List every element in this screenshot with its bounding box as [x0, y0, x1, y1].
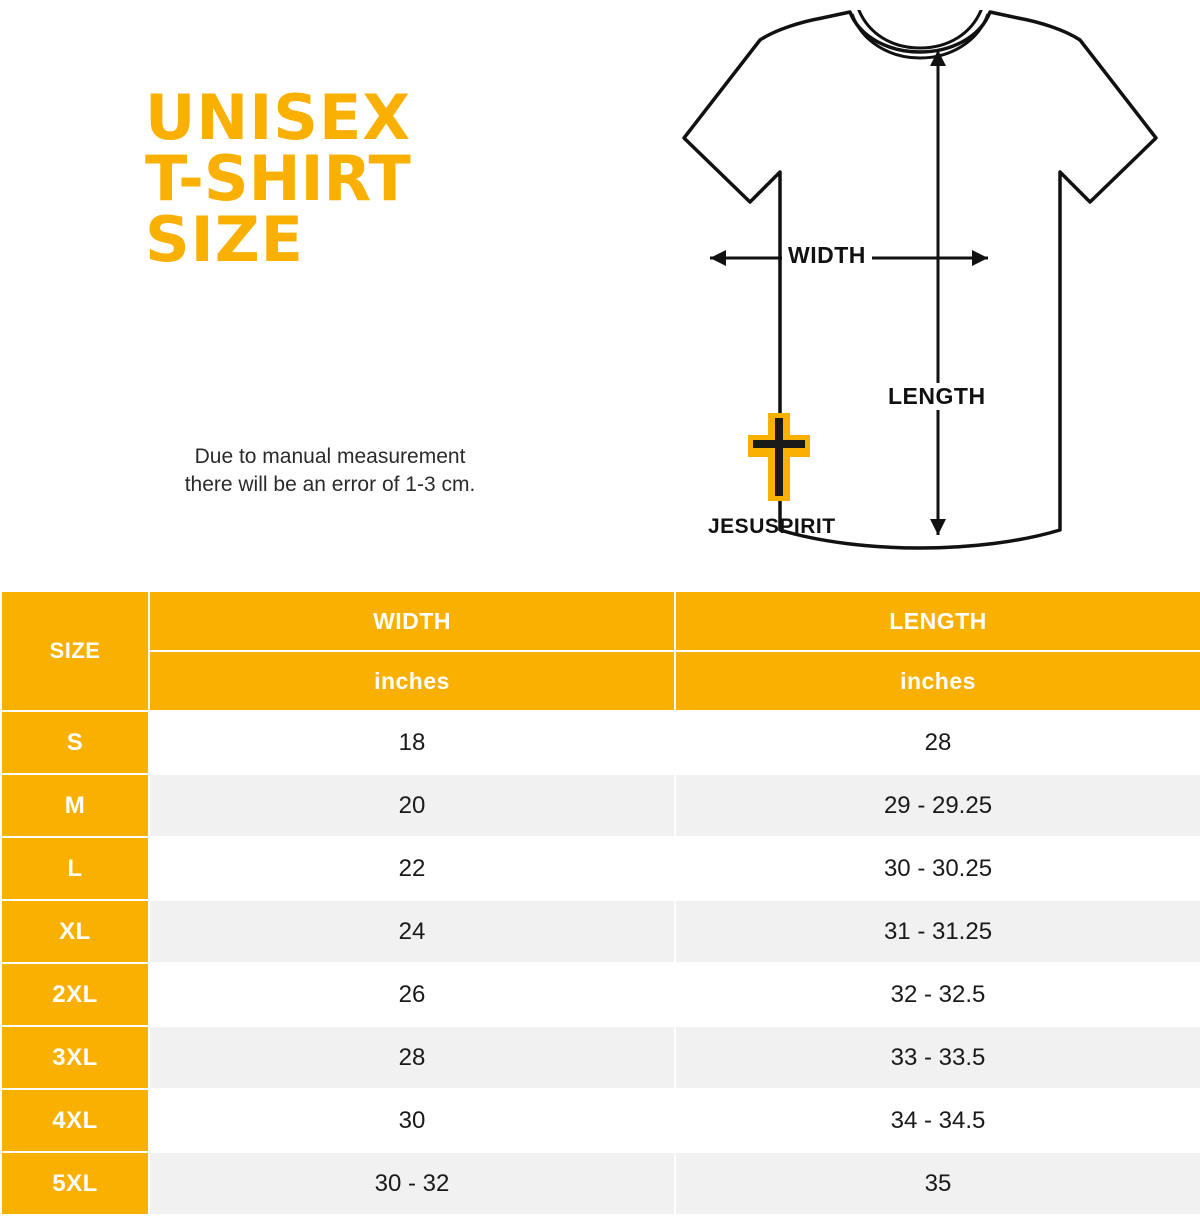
row-width-xl: 24	[149, 900, 675, 963]
title-line-3: SIZE	[145, 202, 305, 276]
size-chart-table	[0, 590, 1200, 1216]
row-width-m: 20	[149, 774, 675, 837]
tshirt-diagram	[560, 10, 1160, 580]
tshirt-illustration	[560, 10, 1160, 580]
measurement-note-line-1: Due to manual measurement	[194, 445, 466, 468]
table-row	[1, 1152, 1200, 1215]
row-size-m: M	[1, 774, 149, 837]
row-width-5xl: 30 - 32	[149, 1152, 675, 1215]
row-width-3xl: 28	[149, 1026, 675, 1089]
table-row	[1, 837, 1200, 900]
column-unit-length: inches	[675, 651, 1200, 711]
row-size-2xl: 2XL	[1, 963, 149, 1026]
measurement-note-line-2: there will be an error of 1-3 cm.	[184, 473, 476, 497]
row-size-4xl: 4XL	[1, 1089, 149, 1152]
row-width-s: 18	[149, 711, 675, 774]
column-header-width: WIDTH	[149, 591, 675, 651]
length-dimension-label: LENGTH	[882, 383, 992, 410]
page-title	[145, 81, 565, 276]
row-length-m: 29 - 29.25	[675, 774, 1200, 837]
row-length-l: 30 - 30.25	[675, 837, 1200, 900]
row-width-4xl: 30	[149, 1089, 675, 1152]
table-row	[1, 1026, 1200, 1089]
table-row	[1, 711, 1200, 774]
row-size-5xl: 5XL	[1, 1152, 149, 1215]
row-length-2xl: 32 - 32.5	[675, 963, 1200, 1026]
width-dimension-label: WIDTH	[782, 242, 872, 269]
row-length-3xl: 33 - 33.5	[675, 1026, 1200, 1089]
row-width-2xl: 26	[149, 963, 675, 1026]
row-size-s: S	[1, 711, 149, 774]
table-header-row	[1, 591, 1200, 651]
row-length-4xl: 34 - 34.5	[675, 1089, 1200, 1152]
row-size-3xl: 3XL	[1, 1026, 149, 1089]
row-length-xl: 31 - 31.25	[675, 900, 1200, 963]
title-line-2: T-SHIRT	[145, 141, 411, 215]
column-header-length: LENGTH	[675, 591, 1200, 651]
row-size-xl: XL	[1, 900, 149, 963]
measurement-note	[120, 443, 540, 500]
row-length-s: 28	[675, 711, 1200, 774]
table-row	[1, 774, 1200, 837]
brand-label: JESUSPIRIT	[708, 515, 836, 538]
header-section	[0, 0, 1200, 590]
row-size-l: L	[1, 837, 149, 900]
row-length-5xl: 35	[675, 1152, 1200, 1215]
column-header-size: SIZE	[1, 591, 149, 711]
table-row	[1, 1089, 1200, 1152]
table-row	[1, 963, 1200, 1026]
row-width-l: 22	[149, 837, 675, 900]
title-line-1: UNISEX	[145, 81, 412, 154]
table-subheader-row	[1, 651, 1200, 711]
column-unit-width: inches	[149, 651, 675, 711]
table-row	[1, 900, 1200, 963]
